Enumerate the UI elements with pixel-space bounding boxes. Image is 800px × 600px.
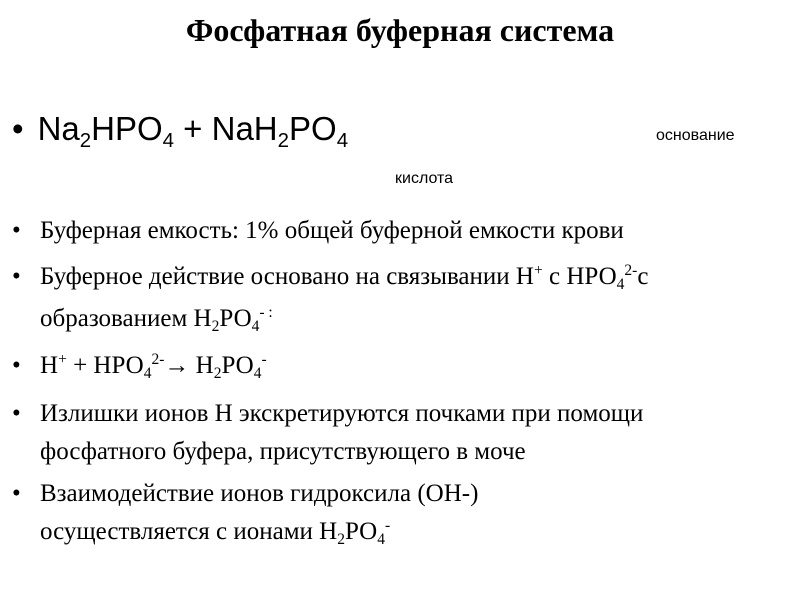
excretion-text: фосфатного буфера, присутствующего в моче: [40, 438, 526, 465]
hydroxyl-text: осуществляется с ионами Н: [40, 518, 338, 545]
label-base: основание: [656, 127, 735, 144]
equation-text: → Н: [164, 352, 214, 379]
action-text: Буферное действие основано на связывании Н: [40, 263, 534, 290]
action-sup: - :: [259, 304, 273, 322]
equation-sup: +: [58, 351, 67, 369]
action-sup: 2-: [624, 262, 638, 280]
capacity-text: Буферная емкость: 1% общей буферной емкости крови: [40, 217, 624, 244]
bullet: •: [12, 110, 24, 147]
action-text: с НРО: [542, 263, 617, 290]
equation-text: Н: [40, 352, 59, 379]
action-text: образованием Н: [40, 305, 212, 332]
action-text: РО: [219, 305, 252, 332]
excretion-continuation: [40, 438, 526, 466]
hydroxyl-text: РО: [344, 518, 378, 545]
formula-text: Na: [37, 110, 80, 147]
action-sub: 2: [211, 317, 220, 335]
slide-title: Фосфатная буферная система: [185, 12, 615, 48]
action-text: с: [637, 263, 649, 290]
formula-sub: 2: [277, 128, 290, 152]
bullet-excretion: [12, 400, 643, 428]
bullet-equation: [12, 352, 267, 380]
formula-text: + NaH: [174, 110, 278, 147]
equation-sup: -: [261, 351, 267, 369]
equation-sub: 4: [143, 364, 152, 382]
action-sub: 4: [251, 317, 260, 335]
action-continuation: [40, 305, 273, 333]
formula-sub: 4: [162, 128, 175, 152]
bullet: •: [12, 263, 21, 290]
action-sub: 4: [616, 275, 625, 293]
formula-sub: 2: [79, 128, 92, 152]
bullet-action: [12, 263, 648, 291]
bullet: •: [12, 217, 21, 244]
equation-text: + НРО: [66, 352, 144, 379]
equation-sup: 2-: [151, 351, 165, 369]
bullet: •: [12, 400, 21, 427]
buffer-formula: [12, 110, 349, 152]
formula-text: PO: [289, 110, 337, 147]
formula-sub: 4: [336, 128, 349, 152]
hydroxyl-continuation: [40, 518, 390, 546]
hydroxyl-sub: 4: [377, 530, 385, 548]
equation-sub: 2: [213, 364, 222, 382]
bullet: •: [12, 480, 21, 507]
bullet-hydroxyl: [12, 480, 478, 508]
action-sup: +: [533, 262, 543, 280]
bullet: •: [12, 352, 21, 379]
bullet-capacity: [12, 217, 624, 245]
hydroxyl-text: Взаимодействие ионов гидроксила (ОН-): [40, 480, 479, 507]
hydroxyl-sup: -: [384, 517, 391, 535]
equation-text: РО: [221, 352, 254, 379]
equation-sub: 4: [253, 364, 262, 382]
hydroxyl-sub: 2: [337, 530, 345, 548]
excretion-text: Излишки ионов Н экскретируются почками при помощи: [40, 400, 644, 427]
formula-text: HPO: [91, 110, 163, 147]
label-acid: кислота: [395, 170, 454, 187]
